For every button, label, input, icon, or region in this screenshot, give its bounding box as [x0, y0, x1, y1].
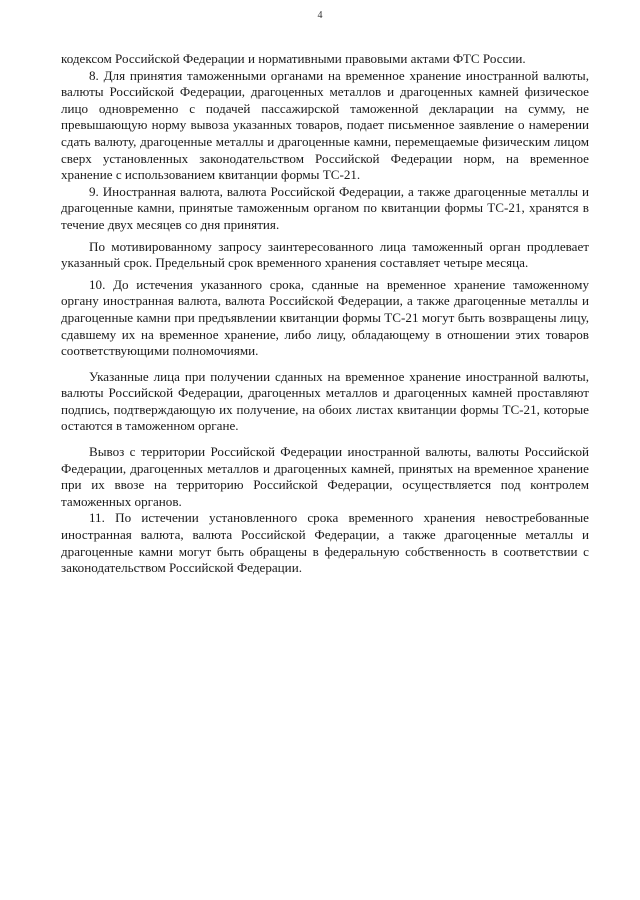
paragraph-export: Вывоз с территории Российской Федерации иностранной валюты, валюты Российской Федерации, драгоценных металлов и драгоценных камней, принятых на временное хранение при их ввозе на территорию Российской Федерации, осуществляется под контролем таможенных органов.: [61, 444, 589, 509]
paragraph-item-10: 10. До истечения указанного срока, сданные на временное хранение таможенному органу иностранная валюта, валюта Российской Федерации, а также драгоценные металлы и драгоценные камни при предъявлении квитанции формы ТС-21 могут быть возвращены лицу, сдавшему их на временное хранение, либо лицу, обладающему в отношении этих товаров соответствующими полномочиями.: [61, 276, 589, 359]
paragraph-receipt-signature: Указанные лица при получении сданных на временное хранение иностранной валюты, валюты Российской Федерации, драгоценных металлов и драгоценных камней проставляют подпись, подтверждающую их получение, на обоих листах квитанции формы ТС-21, которые остаются в таможенном органе.: [61, 368, 589, 434]
paragraph-extension: По мотивированному запросу заинтересованного лица таможенный орган продлевает указанный срок. Предельный срок временного хранения составляет четыре месяца.: [61, 238, 589, 271]
paragraph-continuation: кодексом Российской Федерации и нормативными правовыми актами ФТС России.: [61, 51, 526, 66]
paragraph-item-9: 9. Иностранная валюта, валюта Российской Федерации, а также драгоценные металлы и драгоценные камни, принятые таможенным органом по квитанции формы ТС-21, хранятся в течение двух месяцев со дня принятия.: [61, 183, 589, 232]
page-number: 4: [317, 10, 323, 21]
paragraph-item-11: 11. По истечении установленного срока временного хранения невостребованные иностранная валюта, валюта Российской Федерации, а также драгоценные металлы и драгоценные камни могут быть обращены в федеральную собственность в соответствии с законодательством Российской Федерации.: [61, 510, 589, 576]
document-body: [61, 51, 589, 577]
paragraph-item-8: 8. Для принятия таможенными органами на временное хранение иностранной валюты, валюты Российской Федерации, драгоценных металлов и драгоценных камней физическое лицо одновременно с подачей пассажирской таможенной декларации на сумму, не превышающую норму вывоза указанных товаров, подает письменное заявление о намерении сдать валюту, драгоценные металлы и драгоценные камни, перемещаемые физическим лицом сверх установленных законодательством Российской Федерации норм, на временное хранение с использованием квитанции формы ТС-21.: [61, 67, 589, 183]
